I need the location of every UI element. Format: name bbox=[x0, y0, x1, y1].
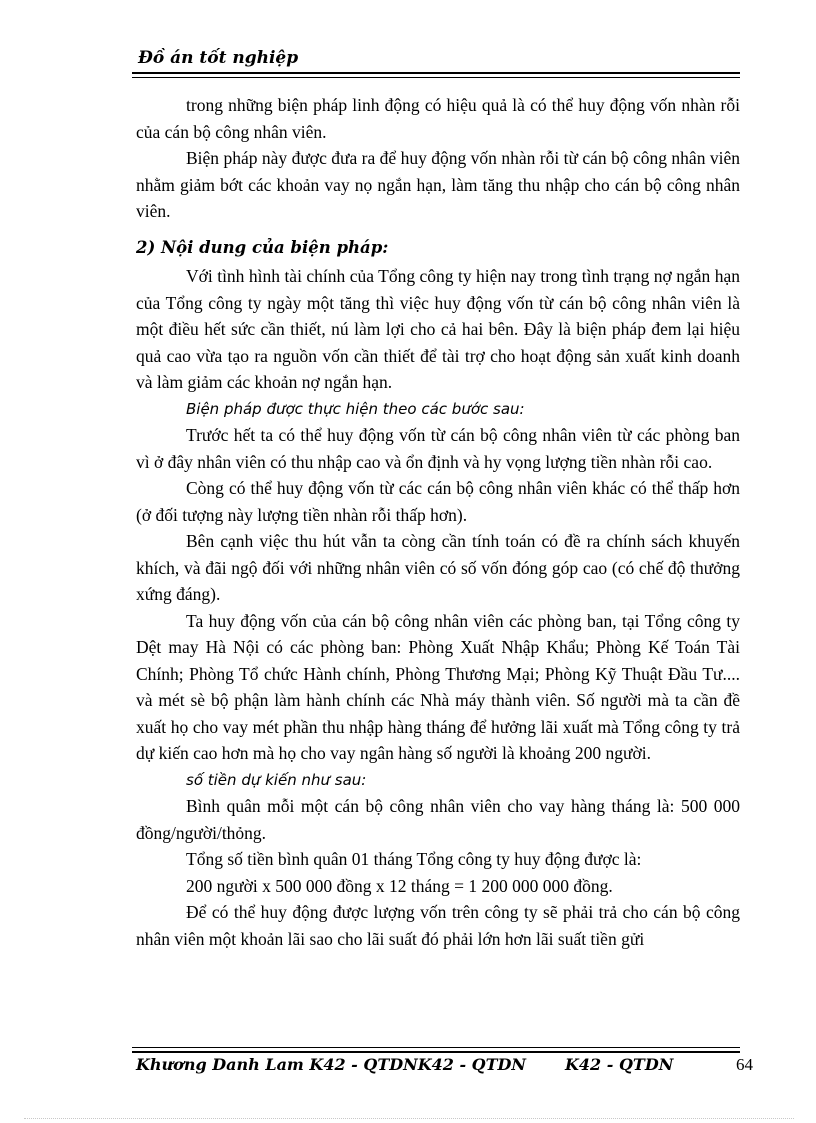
paragraph-12: 200 người x 500 000 đồng x 12 tháng = 1 200 000 000 đồng. bbox=[186, 875, 613, 896]
header-rule-thin bbox=[132, 77, 740, 78]
header-rule-thick bbox=[132, 72, 740, 74]
header-title: Đồ án tốt nghiệp bbox=[138, 48, 299, 68]
paragraph-estimate-intro: số tiền dự kiến như sau: bbox=[186, 770, 367, 789]
paragraph-8: Ta huy động vốn của cán bộ công nhân viên các phòng ban, tại Tổng công ty Dệt may Hà Nội có các phòng ban: Phòng Xuất Nhập Khẩu; Phòng Kế Toán Tài Chính; Phòng Tổ chức Hành chính, Phòng Thương Mại; Phòng Kỹ Thuật Đầu Tư.... và mét sè bộ phận làm hành chính các Nhà máy thành viên. Số người mà ta cần đề xuất họ cho vay mét phần thu nhập hàng tháng để hưởng lãi xuất mà Tổng công ty trả dự kiến cao hơn mà họ cho vay ngân hàng số người là khoảng 200 người. bbox=[136, 610, 740, 763]
paragraph-1: trong những biện pháp linh động có hiệu quả là có thể huy động vốn nhàn rỗi của cán bộ công nhân viên. bbox=[136, 95, 740, 142]
paragraph-6: Còng có thể huy động vốn từ các cán bộ công nhân viên khác có thể thấp hơn (ở đối tượng này lượng tiền nhàn rỗi thấp hơn). bbox=[136, 478, 740, 525]
paragraph-13: Để có thể huy động được lượng vốn trên công ty sẽ phải trả cho cán bộ công nhân viên một khoản lãi sao cho lãi suất đó phải lớn hơn lãi suất tiền gửi bbox=[136, 902, 740, 949]
paragraph-7: Bên cạnh việc thu hút vẫn ta còng cần tính toán có đề ra chính sách khuyến khích, và đãi ngộ đối với những nhân viên có số vốn đóng góp cao (có chế độ thưởng xứng đáng). bbox=[136, 531, 740, 604]
paragraph-11: Tổng số tiền bình quân 01 tháng Tổng công ty huy động được là: bbox=[186, 849, 642, 869]
page-number: 64 bbox=[736, 1055, 753, 1074]
paragraph-2: Biện pháp này được đưa ra để huy động vốn nhàn rỗi từ cán bộ công nhân viên nhằm giảm bớt các khoản vay nọ ngắn hạn, làm tăng thu nhập cho cán bộ công nhân viên. bbox=[136, 148, 740, 221]
page-bottom-border bbox=[24, 1118, 794, 1119]
paragraph-10: Bình quân mỗi một cán bộ công nhân viên cho vay hàng tháng là: 500 000 đồng/người/thỏng. bbox=[136, 796, 740, 843]
body-text bbox=[136, 92, 740, 952]
footer-rule-thin bbox=[132, 1047, 740, 1048]
paragraph-3: Với tình hình tài chính của Tổng công ty hiện nay trong tình trạng nợ ngắn hạn của Tổng công ty ngày một tăng thì việc huy động vốn từ cán bộ công nhân viên là một điều hết sức cần thiết, nú làm lợi cho cả hai bên. Đây là biện pháp đem lại hiệu quả cao vừa tạo ra nguồn vốn cần thiết để tài trợ cho hoạt động sản xuất kinh doanh và làm giảm các khoản nợ ngắn hạn. bbox=[136, 266, 740, 392]
footer-rule-thick bbox=[132, 1051, 740, 1053]
footer-author: Khương Danh Lam K42 - QTDNK42 - QTDN K42 - QTDN bbox=[136, 1055, 674, 1074]
paragraph-steps-intro: Biện pháp được thực hiện theo các bước sau: bbox=[186, 399, 525, 418]
section-heading: 2) Nội dung của biện pháp: bbox=[136, 237, 389, 257]
paragraph-5: Trước hết ta có thể huy động vốn từ cán bộ công nhân viên từ các phòng ban vì ở đây nhân viên có thu nhập cao và ổn định và hy vọng lượng tiền nhàn rỗi cao. bbox=[136, 425, 740, 472]
